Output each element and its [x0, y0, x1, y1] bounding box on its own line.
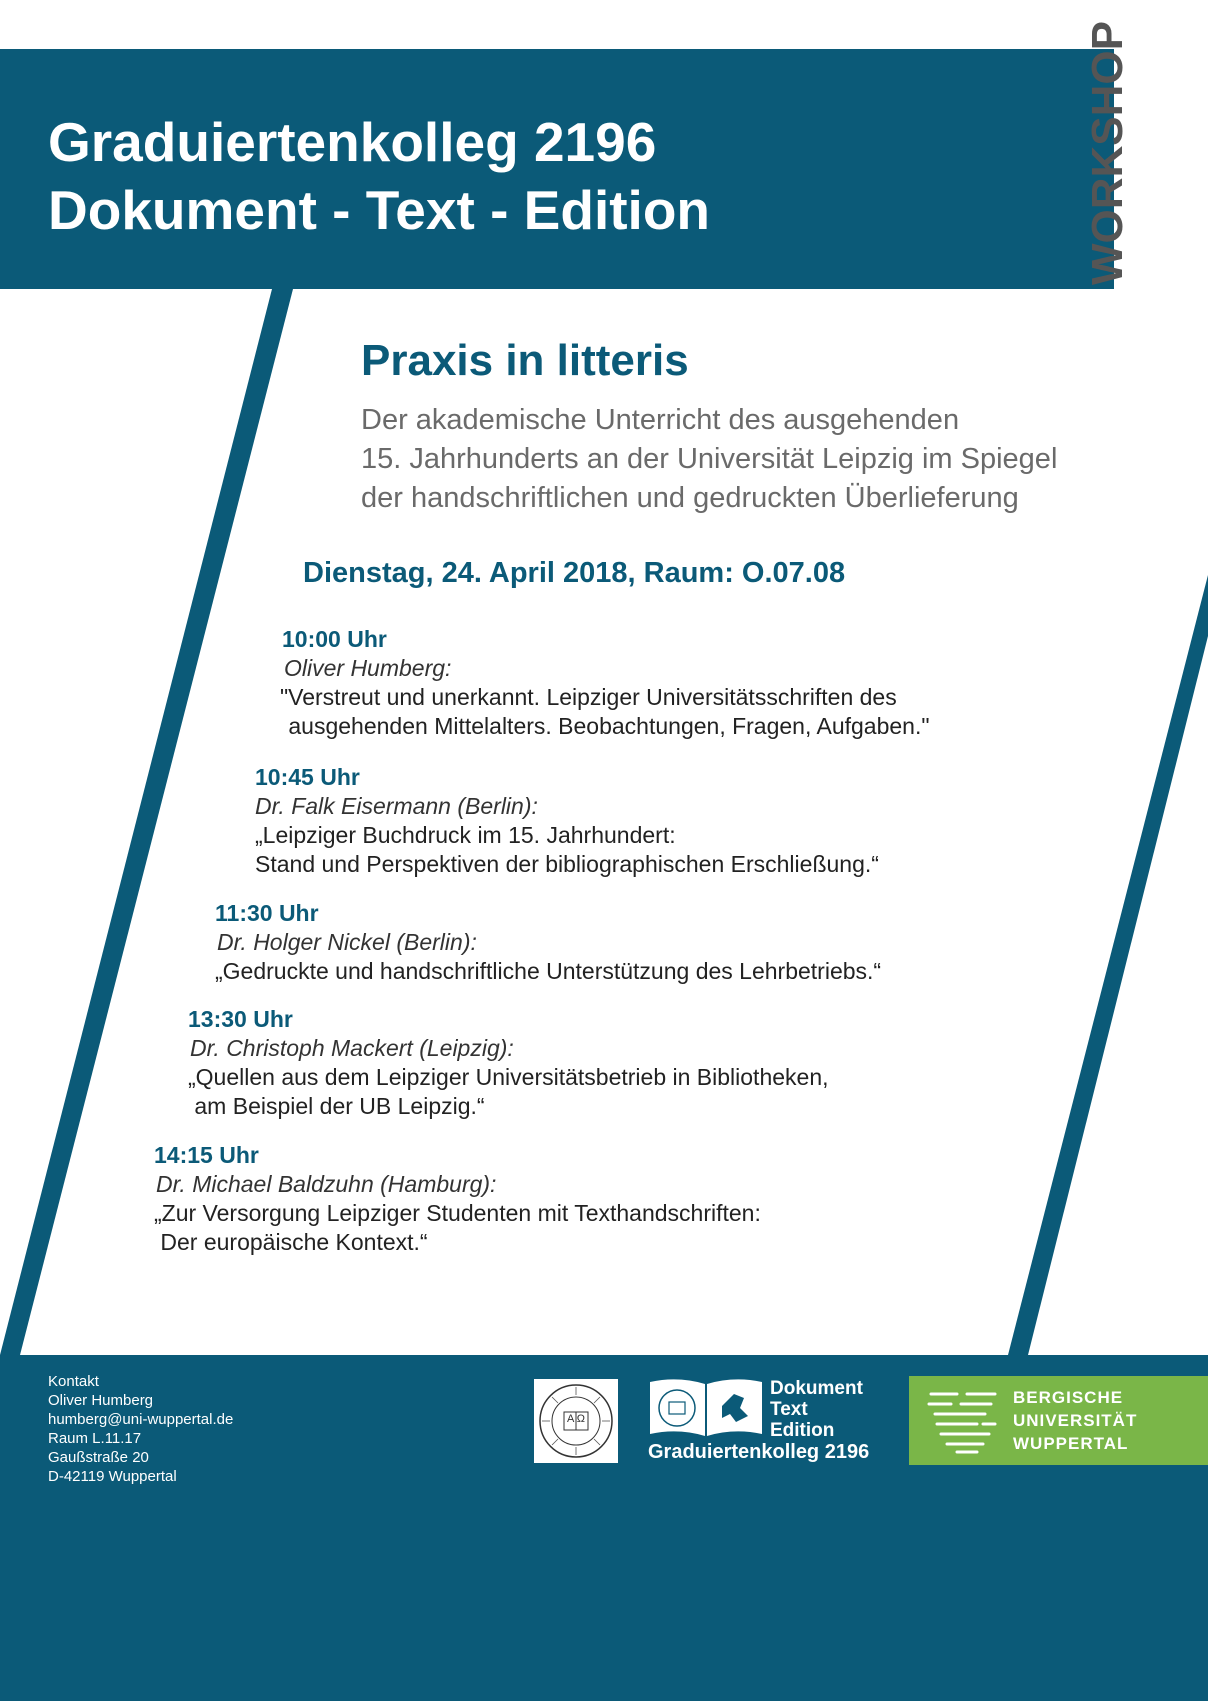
contact-name: Oliver Humberg [48, 1392, 154, 1409]
dte-wordmark [770, 1378, 863, 1441]
open-book-icon [648, 1378, 764, 1440]
bergische-universitaet-logo [909, 1376, 1208, 1465]
contact-email[interactable]: humberg@uni-wuppertal.de [48, 1411, 234, 1428]
header-title [48, 108, 710, 244]
contact-block [48, 1372, 233, 1486]
event-title: Praxis in litteris [361, 336, 689, 385]
university-line: WUPPERTAL [1013, 1434, 1129, 1453]
talk-speaker: Dr. Christoph Mackert (Leipzig): [190, 1035, 514, 1061]
contact-street: Gaußstraße 20 [48, 1449, 149, 1466]
header-title-line2: Dokument - Text - Edition [48, 179, 711, 241]
university-wordmark [1013, 1386, 1137, 1455]
dte-line: Edition [770, 1420, 835, 1441]
talk-title-line: ausgehenden Mittelalters. Beobachtungen, Fragen, Aufgaben." [282, 713, 930, 739]
talk-title-line: „Gedruckte und handschriftliche Unterstützung des Lehrbetriebs.“ [215, 958, 882, 984]
event-date: Dienstag, 24. April 2018, Raum: O.07.08 [303, 557, 846, 589]
talk-title-line: „Zur Versorgung Leipziger Studenten mit Texthandschriften: [154, 1200, 761, 1226]
dte-logo [648, 1378, 878, 1468]
subtitle-line: der handschriftlichen und gedruckten Überlieferung [361, 482, 1019, 514]
program-item [154, 1141, 761, 1257]
kiho-seal-logo [534, 1379, 618, 1463]
university-line: BERGISCHE [1013, 1388, 1124, 1407]
event-subtitle [361, 401, 1121, 518]
talk-title-line: „Quellen aus dem Leipziger Universitätsbetrieb in Bibliotheken, [188, 1064, 829, 1090]
dte-caption: Graduiertenkolleg 2196 [648, 1441, 870, 1463]
subtitle-line: 15. Jahrhunderts an der Universität Leipzig im Spiegel [361, 443, 1058, 475]
header-title-line1: Graduiertenkolleg 2196 [48, 111, 657, 173]
dte-line: Dokument [770, 1378, 863, 1399]
talk-time: 14:15 Uhr [154, 1142, 259, 1168]
talk-speaker: Dr. Holger Nickel (Berlin): [217, 929, 477, 955]
talk-time: 10:45 Uhr [255, 764, 360, 790]
workshop-label: WORKSHOP [1083, 21, 1132, 285]
talk-title-line: Der europäische Kontext.“ [154, 1229, 428, 1255]
talk-time: 11:30 Uhr [215, 900, 319, 926]
program-item [282, 625, 930, 741]
program-item [215, 899, 881, 986]
talk-title-line: „Leipziger Buchdruck im 15. Jahrhundert: [255, 822, 676, 848]
talk-speaker: Oliver Humberg: [284, 655, 452, 681]
contact-room: Raum L.11.17 [48, 1430, 142, 1447]
talk-time: 13:30 Uhr [188, 1006, 293, 1032]
talk-title-line: "Verstreut und unerkannt. Leipziger Universitätsschriften des [280, 684, 897, 710]
lion-crest-icon [927, 1386, 999, 1456]
university-line: UNIVERSITÄT [1013, 1411, 1138, 1430]
talk-title-line: Stand und Perspektiven der bibliographischen Erschließung.“ [255, 851, 879, 877]
contact-city: D-42119 Wuppertal [48, 1468, 177, 1485]
talk-speaker: Dr. Michael Baldzuhn (Hamburg): [156, 1171, 497, 1197]
program-item [188, 1005, 829, 1121]
contact-heading: Kontakt [48, 1373, 99, 1390]
talk-time: 10:00 Uhr [282, 626, 387, 652]
right-diagonal-stripe [1008, 575, 1208, 1355]
dte-line: Text [770, 1399, 808, 1420]
talk-speaker: Dr. Falk Eisermann (Berlin): [255, 793, 538, 819]
talk-title-line: am Beispiel der UB Leipzig.“ [188, 1093, 485, 1119]
seal-letters: A Ω [566, 1413, 585, 1425]
subtitle-line: Der akademische Unterricht des ausgehenden [361, 404, 960, 436]
program-item [255, 763, 879, 879]
